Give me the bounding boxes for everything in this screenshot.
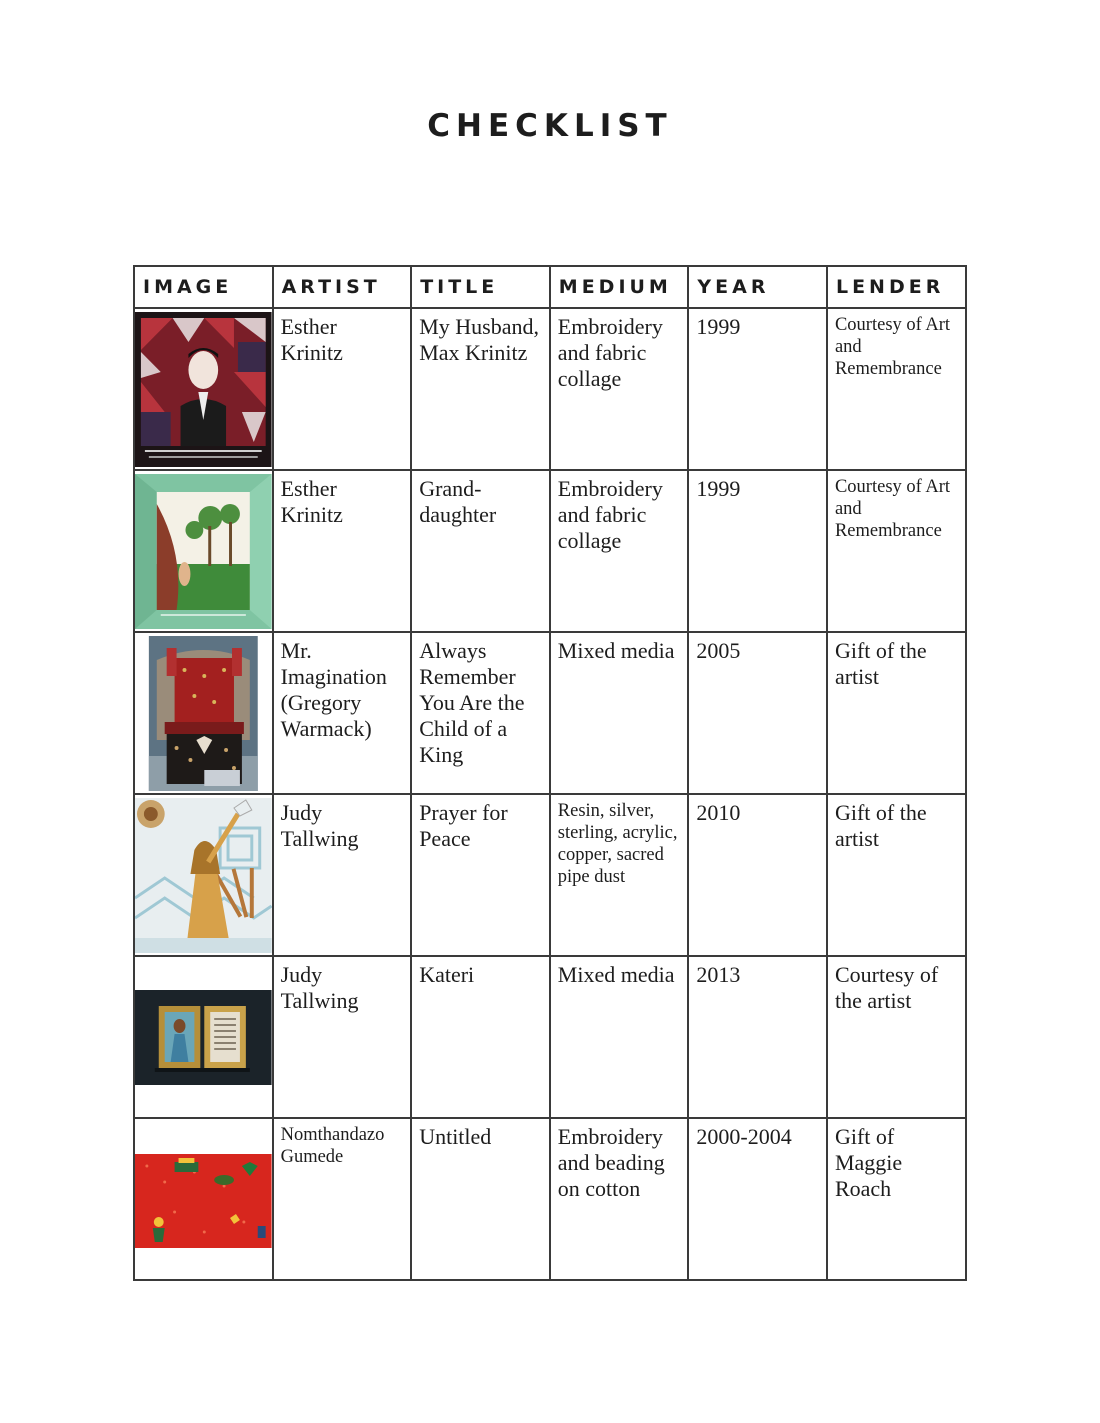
image-cell bbox=[134, 308, 273, 470]
table-row bbox=[134, 470, 966, 632]
title-cell: Kateri bbox=[411, 956, 550, 1118]
medium-cell: Embroidery and fabric collage bbox=[550, 308, 689, 470]
year-cell: 2005 bbox=[688, 632, 827, 794]
throne-sculpture-artwork bbox=[135, 636, 272, 791]
year-cell: 2010 bbox=[688, 794, 827, 956]
image-cell bbox=[134, 470, 273, 632]
header-row bbox=[134, 266, 966, 308]
quilt-portrait-artwork bbox=[135, 312, 272, 467]
header-artist: ARTIST bbox=[273, 266, 412, 308]
image-cell bbox=[134, 632, 273, 794]
table-row bbox=[134, 308, 966, 470]
forest-embroidery-artwork bbox=[135, 474, 272, 629]
checklist-table bbox=[133, 265, 967, 1281]
artist-cell: Esther Krinitz bbox=[273, 470, 412, 632]
lender-cell: Gift of the artist bbox=[827, 794, 966, 956]
title-cell: My Husband, Max Krinitz bbox=[411, 308, 550, 470]
title-cell: Prayer for Peace bbox=[411, 794, 550, 956]
header-title: TITLE bbox=[411, 266, 550, 308]
year-cell: 2013 bbox=[688, 956, 827, 1118]
title-cell: Untitled bbox=[411, 1118, 550, 1280]
red-beaded-artwork bbox=[135, 1122, 272, 1277]
lender-cell: Courtesy of Art and Remembrance bbox=[827, 470, 966, 632]
medium-cell: Embroidery and beading on cotton bbox=[550, 1118, 689, 1280]
artist-cell: Judy Tallwing bbox=[273, 956, 412, 1118]
lender-cell: Courtesy of Art and Remembrance bbox=[827, 308, 966, 470]
artist-cell: Mr. Imagination (Gregory Warmack) bbox=[273, 632, 412, 794]
year-cell: 1999 bbox=[688, 308, 827, 470]
artist-cell: Judy Tallwing bbox=[273, 794, 412, 956]
title-cell: Grand-daughter bbox=[411, 470, 550, 632]
artist-cell: Esther Krinitz bbox=[273, 308, 412, 470]
table-row bbox=[134, 956, 966, 1118]
image-cell bbox=[134, 1118, 273, 1280]
praying-figure-artwork bbox=[135, 798, 272, 953]
medium-cell: Mixed media bbox=[550, 956, 689, 1118]
lender-cell: Gift of Maggie Roach bbox=[827, 1118, 966, 1280]
medium-cell: Mixed media bbox=[550, 632, 689, 794]
year-cell: 2000-2004 bbox=[688, 1118, 827, 1280]
title-cell: Always Remember You Are the Child of a King bbox=[411, 632, 550, 794]
image-cell bbox=[134, 956, 273, 1118]
table-row bbox=[134, 1118, 966, 1280]
year-cell: 1999 bbox=[688, 470, 827, 632]
table-row bbox=[134, 794, 966, 956]
table-row bbox=[134, 632, 966, 794]
image-cell bbox=[134, 794, 273, 956]
medium-cell: Resin, silver, sterling, acrylic, copper, sacred pipe dust bbox=[550, 794, 689, 956]
header-lender: LENDER bbox=[827, 266, 966, 308]
header-image: IMAGE bbox=[134, 266, 273, 308]
page-title: CHECKLIST bbox=[427, 108, 673, 144]
lender-cell: Gift of the artist bbox=[827, 632, 966, 794]
artist-cell: Nomthandazo Gumede bbox=[273, 1118, 412, 1280]
medium-cell: Embroidery and fabric collage bbox=[550, 470, 689, 632]
diptych-artwork bbox=[135, 960, 272, 1115]
header-medium: MEDIUM bbox=[550, 266, 689, 308]
lender-cell: Courtesy of the artist bbox=[827, 956, 966, 1118]
header-year: YEAR bbox=[688, 266, 827, 308]
